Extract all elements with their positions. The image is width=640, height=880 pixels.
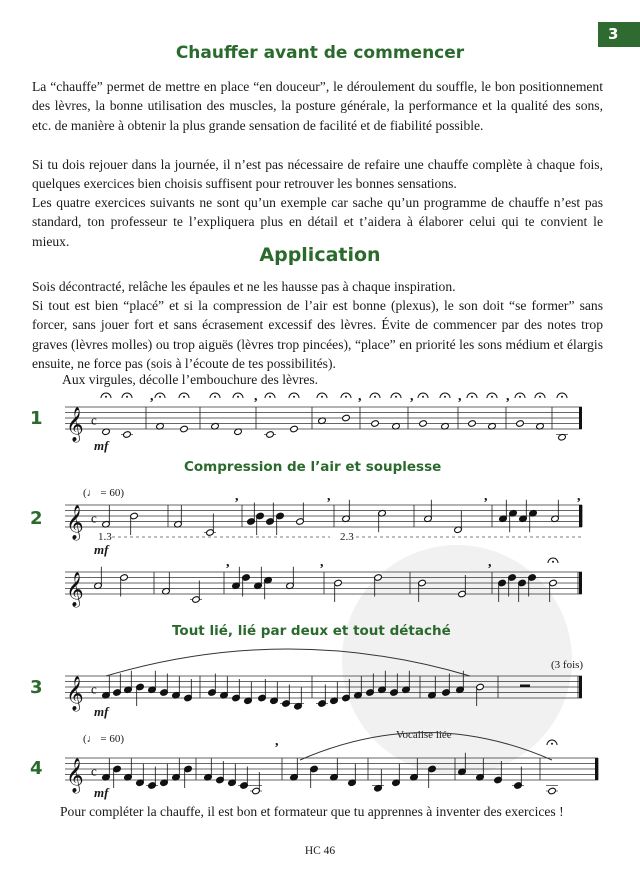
breath-mark: , — [275, 734, 279, 749]
fermata-dot — [471, 396, 473, 398]
treble-clef-icon: 𝄞 — [66, 407, 84, 442]
annotation: Vocalise liée — [396, 729, 452, 741]
tempo-mark: (♩ = 60) — [83, 733, 125, 745]
fermata-dot — [237, 396, 239, 398]
exercise-subtitle: Compression de l’air et souplesse — [184, 459, 442, 475]
dynamic-mark: mf — [94, 438, 109, 453]
paragraph: Les quatre exercices suivants ne sont qu’un exemple car sache qu’un programme de chauffe n’est pas standard, ton professeur te l’expliquera plus en détail et t’aidera à élaborer celui qui te convient le mieux. — [32, 195, 603, 249]
phrase-slur — [300, 733, 552, 761]
final-bar-line — [579, 407, 582, 429]
half-rest — [520, 685, 530, 688]
fermata-dot — [552, 561, 554, 563]
fermata-dot — [551, 743, 553, 745]
final-bar-line — [579, 572, 582, 594]
breath-mark: , — [458, 389, 462, 404]
note-head — [123, 431, 132, 439]
fermata-dot — [183, 396, 185, 398]
fermata-dot — [539, 396, 541, 398]
tempo-mark: (♩ = 60) — [83, 487, 125, 499]
note-head — [180, 425, 189, 433]
breath-mark: , — [358, 389, 362, 404]
breath-mark: , — [506, 389, 510, 404]
exercise-number: 3 — [30, 677, 43, 698]
breath-mark: , — [488, 555, 492, 570]
treble-clef-icon: 𝄞 — [66, 676, 84, 711]
fermata-dot — [159, 396, 161, 398]
instruction-text: Aux virgules, décolle l’embouchure des lèvres. — [62, 372, 319, 387]
note-head — [516, 420, 525, 428]
breath-mark: , — [226, 555, 230, 570]
treble-clef-icon: 𝄞 — [66, 505, 84, 540]
exercise-number: 2 — [30, 508, 43, 529]
paragraph: La “chauffe” permet de mettre en place “en douceur”, le déroulement du souffle, le bon positionnement des lèvres, la bonne utilisation des muscles, la posture générale, la performance et la qualité des sons, etc. de manière à obtenir la plus grande sensation de facilité et de fiabilité possible. — [32, 79, 603, 133]
dynamic-mark: mf — [94, 704, 109, 719]
dynamic-mark: mf — [94, 785, 109, 800]
treble-clef-icon: 𝄞 — [66, 572, 84, 607]
time-signature: c — [91, 412, 97, 428]
exercise-number: 4 — [30, 758, 43, 779]
fermata-dot — [214, 396, 216, 398]
final-bar-line — [579, 505, 582, 527]
breath-mark: , — [254, 389, 258, 404]
fermata-dot — [519, 396, 521, 398]
breath-mark: , — [410, 389, 414, 404]
section-title-warmup: Chauffer avant de commencer — [175, 43, 465, 63]
fermata-dot — [269, 396, 271, 398]
note-head — [468, 420, 477, 428]
section-title-application: Application — [259, 244, 381, 266]
paragraph: Si tu dois rejouer dans la journée, il n’est pas nécessaire de refaire une chauffe complète à chaque fois, quelques exercices bien choisis suffisent pour retrouver les bonnes sensations. — [32, 157, 603, 192]
exercise-number: 1 — [30, 408, 43, 429]
fermata-dot — [293, 396, 295, 398]
fermata-dot — [374, 396, 376, 398]
fermata-dot — [345, 396, 347, 398]
time-signature: c — [91, 763, 97, 779]
dynamic-mark: mf — [94, 542, 109, 557]
breath-mark: , — [150, 389, 154, 404]
footer-code: HC 46 — [304, 845, 336, 857]
breath-mark: , — [320, 555, 324, 570]
fingering: 1.3 — [98, 531, 112, 543]
fermata-dot — [422, 396, 424, 398]
note-head — [371, 420, 380, 428]
fermata-dot — [105, 396, 107, 398]
fermata-dot — [126, 396, 128, 398]
fermata-dot — [444, 396, 446, 398]
exercise-subtitle: Tout lié, lié par deux et tout détaché — [172, 623, 451, 639]
fermata-dot — [561, 396, 563, 398]
final-bar-line — [579, 676, 582, 698]
breath-mark: , — [484, 489, 488, 504]
fingering: 2.3 — [340, 531, 354, 543]
closing-text: Pour compléter la chauffe, il est bon et formateur que tu apprennes à inventer des exercices ! — [60, 804, 564, 819]
phrase-slur — [106, 649, 470, 676]
treble-clef-icon: 𝄞 — [66, 758, 84, 793]
fermata-dot — [491, 396, 493, 398]
breath-mark: , — [235, 489, 239, 504]
note-head — [266, 431, 275, 439]
note-head — [290, 425, 299, 433]
paragraph: Si tout est bien “placé” et si la compression de l’air est bonne (plexus), le son doit “se former” sans forcer, sans jouer fort et sans écrasement excessif des lèvres. Évite de commencer par des notes trop graves (lèvres molles) ou trop aiguës (lèvres trop pincées), “place” en priorité les sons médium et élargis ensuite, ne force pas (sois à l’écoute de tes possibilités). — [32, 298, 603, 371]
time-signature: c — [91, 510, 97, 526]
final-bar-line — [595, 758, 598, 780]
breath-mark: , — [327, 489, 331, 504]
fermata-dot — [395, 396, 397, 398]
fermata-dot — [321, 396, 323, 398]
repeat-count: (3 fois) — [551, 659, 584, 671]
time-signature: c — [91, 681, 97, 697]
note-head — [548, 787, 557, 795]
paragraph: Sois décontracté, relâche les épaules et ne les hausse pas à chaque inspiration. — [32, 279, 456, 294]
page-tab: 3 — [598, 22, 640, 47]
breath-mark: , — [577, 489, 581, 504]
note-head — [342, 414, 351, 422]
note-head — [419, 420, 428, 428]
